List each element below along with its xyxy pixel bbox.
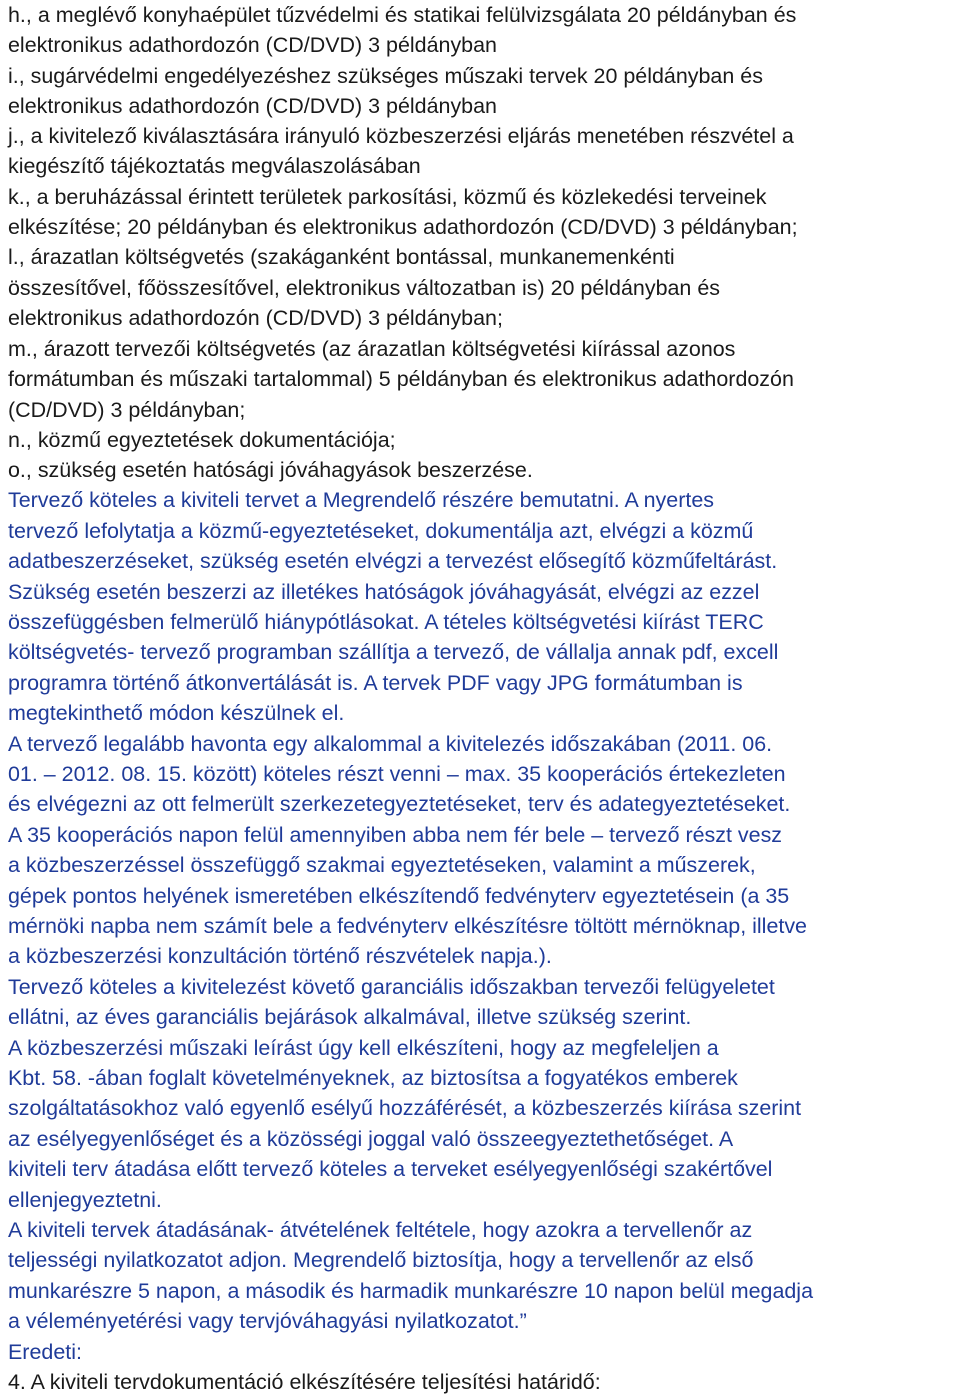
text-line: és elvégezni az ott felmerült szerkezetegyeztetéseket, terv és adategyeztetéseket.: [8, 792, 791, 816]
text-line: A tervező legalább havonta egy alkalommal a kivitelezés időszakában (2011. 06.: [8, 732, 773, 756]
text-line: költségvetés- tervező programban szállítja a tervező, de vállalja annak pdf, excell: [8, 640, 779, 664]
text-line: (CD/DVD) 3 példányban;: [8, 398, 246, 422]
text-line: j., a kivitelező kiválasztására irányuló közbeszerzési eljárás menetében részvétel a: [8, 124, 794, 148]
text-line: 4. A kiviteli tervdokumentáció elkészítésére teljesítési határidő:: [8, 1370, 601, 1394]
text-line: a közbeszerzéssel összefüggő szakmai egyeztetéseken, valamint a műszerek,: [8, 853, 756, 877]
text-line: elektronikus adathordozón (CD/DVD) 3 példányban: [8, 33, 497, 57]
text-line: ellátni, az éves garanciális bejárások alkalmával, illetve szükség szerint.: [8, 1005, 692, 1029]
text-line: gépek pontos helyének ismeretében elkészítendő fedvényterv egyeztetésein (a 35: [8, 884, 790, 908]
text-line: Tervező köteles a kivitelezést követő garanciális időszakban tervezői felügyeletet: [8, 975, 775, 999]
text-line: kiviteli terv átadása előtt tervező köteles a terveket esélyegyenlőségi szakértővel: [8, 1157, 773, 1181]
text-line: l., árazatlan költségvetés (szakáganként bontással, munkanemenkénti: [8, 245, 675, 269]
text-line: A kiviteli tervek átadásának- átvételének feltétele, hogy azokra a tervellenőr az: [8, 1218, 753, 1242]
text-line: programra történő átkonvertálását is. A tervek PDF vagy JPG formátumban is: [8, 671, 743, 695]
text-line: munkarészre 5 napon, a második és harmadik munkarészre 10 napon belül megadja: [8, 1279, 814, 1303]
text-line: Kbt. 58. -ában foglalt követelményeknek, az biztosítsa a fogyatékos emberek: [8, 1066, 738, 1090]
text-line: elektronikus adathordozón (CD/DVD) 3 példányban: [8, 94, 497, 118]
text-line: az esélyegyenlőséget és a közösségi joggal való összeegyeztethetőséget. A: [8, 1127, 734, 1151]
text-line: m., árazott tervezői költségvetés (az árazatlan költségvetési kiírással azonos: [8, 337, 736, 361]
text-line: Tervező köteles a kiviteli tervet a Megrendelő részére bemutatni. A nyertes: [8, 488, 714, 512]
text-line: adatbeszerzéseket, szükség esetén elvégzi a tervezést elősegítő közműfeltárást.: [8, 549, 778, 573]
text-line: mérnöki napba nem számít bele a fedvényterv elkészítésre töltött mérnöknap, illetve: [8, 914, 808, 938]
text-line: elektronikus adathordozón (CD/DVD) 3 példányban;: [8, 306, 503, 330]
text-line: elkészítése; 20 példányban és elektronikus adathordozón (CD/DVD) 3 példányban;: [8, 215, 798, 239]
text-line: teljességi nyilatkozatot adjon. Megrendelő biztosítja, hogy a tervellenőr az első: [8, 1248, 754, 1272]
text-line: formátumban és műszaki tartalommal) 5 példányban és elektronikus adathordozón: [8, 367, 794, 391]
text-line: kiegészítő tájékoztatás megválaszolásában: [8, 154, 421, 178]
text-line: h., a meglévő konyhaépület tűzvédelmi és statikai felülvizsgálata 20 példányban és: [8, 3, 797, 27]
text-line: 01. – 2012. 08. 15. között) köteles részt venni – max. 35 kooperációs értekezleten: [8, 762, 786, 786]
text-line: o., szükség esetén hatósági jóváhagyások beszerzése.: [8, 458, 533, 482]
text-line: A közbeszerzési műszaki leírást úgy kell elkészíteni, hogy az megfeleljen a: [8, 1036, 719, 1060]
text-line: ellenjegyeztetni.: [8, 1188, 162, 1212]
text-line: tervező lefolytatja a közmű-egyeztetéseket, dokumentálja azt, elvégzi a közmű: [8, 519, 754, 543]
text-line: Eredeti:: [8, 1340, 82, 1364]
text-line: összefüggésben felmerülő hiánypótlásokat. A tételes költségvetési kiírást TERC: [8, 610, 764, 634]
text-line: összesítővel, főösszesítővel, elektronikus változatban is) 20 példányban és: [8, 276, 720, 300]
text-line: A 35 kooperációs napon felül amennyiben abba nem fér bele – tervező részt vesz: [8, 823, 783, 847]
text-line: a közbeszerzési konzultáción történő részvételek napja.).: [8, 944, 552, 968]
text-line: szolgáltatásokhoz való egyenlő esélyű hozzáférését, a közbeszerzés kiírása szerint: [8, 1096, 802, 1120]
text-line: k., a beruházással érintett területek parkosítási, közmű és közlekedési terveinek: [8, 185, 767, 209]
text-line: Szükség esetén beszerzi az illetékes hatóságok jóváhagyását, elvégzi az ezzel: [8, 580, 760, 604]
text-line: megtekinthető módon készülnek el.: [8, 701, 345, 725]
text-line: i., sugárvédelmi engedélyezéshez szükséges műszaki tervek 20 példányban és: [8, 64, 763, 88]
text-line: a véleményetérési vagy tervjóváhagyási nyilatkozatot.”: [8, 1309, 527, 1333]
text-line: n., közmű egyeztetések dokumentációja;: [8, 428, 396, 452]
